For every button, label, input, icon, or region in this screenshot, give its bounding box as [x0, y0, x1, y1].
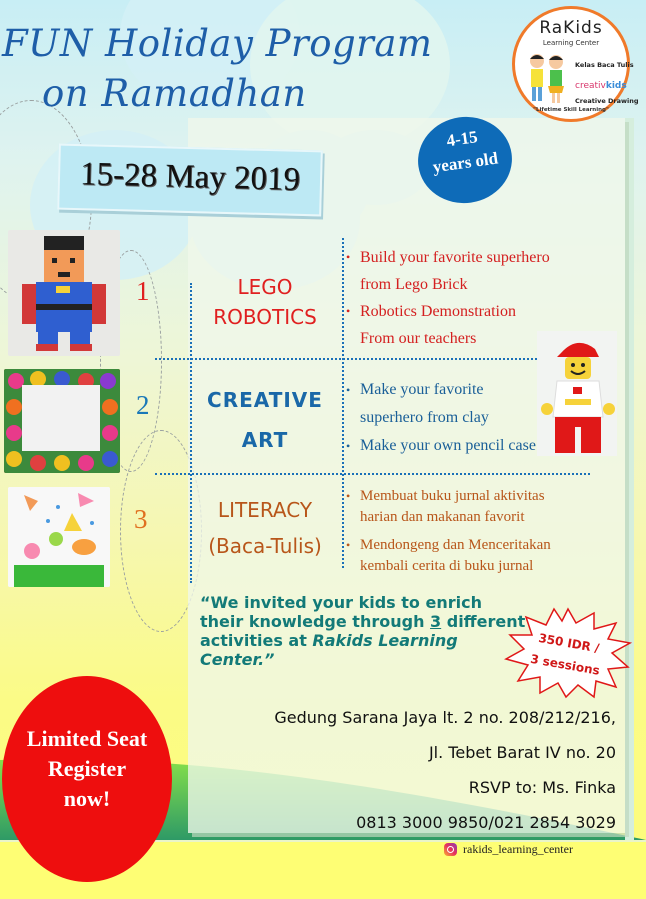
address-line-1: Gedung Sarana Jaya lt. 2 no. 208/212/216,: [274, 708, 616, 727]
list-item: • Robotics Demonstration: [346, 298, 550, 325]
list-item: • Build your favorite superhero: [346, 244, 550, 271]
logo-tagline: "Lifetime Skill Learning": [533, 107, 609, 113]
logo-brand: creativkids: [575, 81, 627, 91]
category-creative-art: CREATIVE ART: [207, 388, 323, 452]
cta-line-1: Limited Seat: [26, 726, 148, 751]
grid-divider: [155, 473, 590, 475]
literacy-journal-photo: [8, 487, 110, 587]
logo-line-drawing: Creative Drawing: [575, 97, 639, 105]
activity-number-3: 3: [134, 504, 148, 534]
list-item: • Membuat buku jurnal aktivitas harian dan makanan favorit: [346, 486, 576, 528]
category-lego-robotics: LEGO ROBOTICS: [213, 275, 317, 329]
literacy-activity-list: [346, 486, 576, 584]
list-item: • Make your favorite: [346, 376, 536, 404]
list-item: • Make your own pencil case: [346, 432, 536, 460]
invitation-quote: “We invited your kids to enrich their knowledge through 3 different activities at Rakids Learning Center.”: [200, 593, 526, 669]
title-line-1: FUN Holiday Program: [2, 22, 433, 65]
list-item: • Mendongeng dan Menceritakan kembali cerita di buku jurnal: [346, 535, 576, 577]
list-item: from Lego Brick: [360, 276, 468, 293]
event-date: 15-28 May 2019: [79, 156, 301, 198]
cta-line-2: Register: [47, 756, 127, 781]
list-item: From our teachers: [360, 330, 477, 347]
phone-numbers[interactable]: 0813 3000 9850/021 2854 3029: [356, 813, 616, 832]
rakids-logo: [512, 6, 639, 122]
address-line-2: Jl. Tebet Barat IV no. 20: [428, 743, 616, 762]
lego-activity-list: [346, 244, 550, 352]
logo-subtitle: Learning Center: [542, 39, 600, 47]
logo-name: RaKids: [539, 18, 603, 38]
price-label: 350 IDR / 3 sessions: [529, 630, 601, 678]
list-item: superhero from clay: [360, 409, 489, 426]
age-label: years old: [431, 148, 500, 177]
age-range: 4-15: [445, 127, 479, 151]
activity-number-1: 1: [136, 276, 150, 306]
frame-opening: [22, 385, 100, 451]
cta-line-3: now!: [63, 786, 111, 811]
activity-number-2: 2: [136, 390, 150, 420]
logo-line-baca-tulis: Kelas Baca Tulis: [575, 61, 634, 69]
date-banner: [57, 144, 323, 217]
art-activity-list: [346, 376, 536, 460]
panel-edge: [625, 118, 634, 840]
title-line-2: on Ramadhan: [42, 72, 307, 115]
grid-divider: [155, 358, 545, 360]
lego-minifigure-image: [537, 331, 617, 456]
lego-superhero-photo: [8, 230, 120, 356]
instagram-icon: [444, 843, 457, 856]
category-literacy: LITERACY (Baca-Tulis): [208, 498, 322, 558]
register-now-badge[interactable]: [2, 676, 172, 882]
rsvp-contact: RSVP to: Ms. Finka: [468, 778, 616, 797]
instagram-handle[interactable]: rakids_learning_center: [444, 840, 573, 856]
flower-frame-photo: [4, 369, 120, 473]
kids-illustration-icon: [527, 51, 567, 109]
